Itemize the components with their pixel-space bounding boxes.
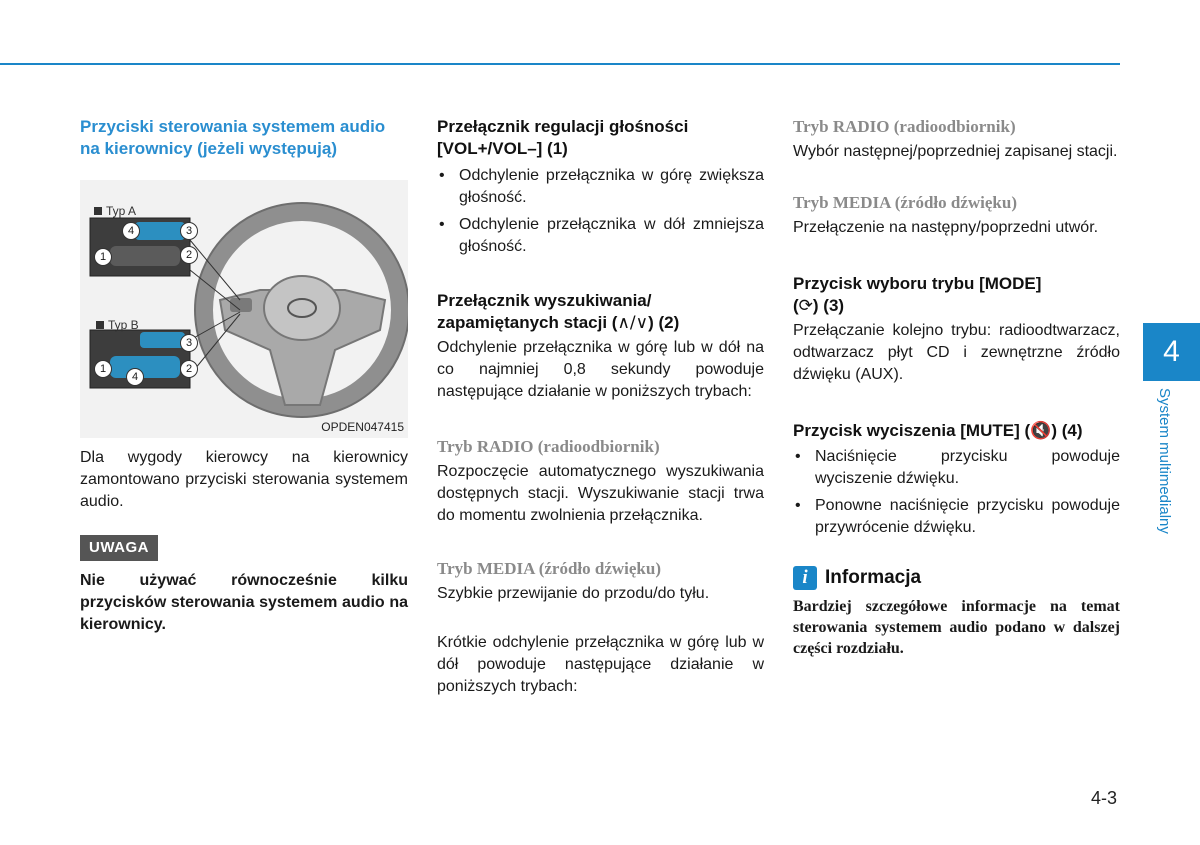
volume-bullets [437,165,764,258]
figure-code: OPDEN047415 [321,420,404,434]
seek-heading-1: Przełącznik wyszukiwania/ [437,291,652,310]
volume-bullet-1: • Odchylenie przełącznika w górę zwiększa głośność. [439,167,764,206]
callout-4-a: 4 [122,222,140,240]
callout-2-b: 2 [180,360,198,378]
steering-wheel-illustration [80,180,408,438]
radio-mode-section [437,436,764,527]
volume-heading-2: [VOL+/VOL–] (1) [437,139,568,158]
volume-heading-1: Przełącznik regulacji głośności [437,117,689,136]
mute-bullets [793,446,1120,539]
callout-3-b: 3 [180,334,198,352]
uwaga-text-block [80,570,408,636]
info-title-text: Informacja [825,567,922,588]
info-icon: i [793,566,817,590]
chapter-tab: 4 [1143,323,1200,381]
mute-bullet-2: • Ponowne naciśnięcie przycisku powoduje przywrócenie dźwięku. [795,497,1120,536]
mode-paragraph: Przełączanie kolejno trybu: radioodtwarzacz, odtwarzacz płyt CD i zewnętrzne źródło dźwięku (AUX). [793,322,1120,383]
info-block [793,566,1120,659]
seek-heading-2: zapamiętanych stacji (∧/∨) (2) [437,313,680,333]
mode-heading-1: Przycisk wyboru trybu [MODE] [793,274,1042,293]
media-short-section [793,192,1120,239]
wheel-hub [264,276,340,340]
media-short-paragraph: Przełączenie na następny/poprzedni utwór. [793,219,1099,236]
short-press-section [437,632,764,698]
mute-bullet-1: • Naciśnięcie przycisku powoduje wyciszenie dźwięku. [795,448,1120,487]
info-title [793,566,1120,590]
mode-cycle-icon: ⟳ [798,296,813,316]
callout-2-a: 2 [180,246,198,264]
radio-mode-paragraph: Rozpoczęcie automatycznego wyszukiwania dostępnych stacji. Wyszukiwanie stacji trwa do momentu zwolnienia przełącznika. [437,463,764,524]
uwaga-label: UWAGA [80,535,158,561]
page-number: 4-3 [1090,788,1117,808]
seek-paragraph: Odchylenie przełącznika w górę lub w dół na co najmniej 0,8 sekundy powoduje następujące działanie w poniższych trybach: [437,339,764,400]
media-mode-paragraph: Szybkie przewijanie do przodu/do tyłu. [437,585,710,602]
media-mode-section [437,558,764,605]
seek-section [437,290,764,403]
radio-short-section [793,116,1120,163]
chapter-title-vertical [1151,388,1175,568]
section-heading [80,116,408,160]
callout-3-a: 3 [180,222,198,240]
info-paragraph: Bardziej szczegółowe informacje na temat sterowania systemem audio podano w dalszej części rozdziału. [793,598,1120,657]
section-heading-text: Przyciski sterowania systemem audio na kierownicy (jeżeli występują) [80,117,386,158]
inset-a-switch [110,246,180,266]
typ-b-label: Typ B [96,318,139,332]
volume-section [437,116,764,263]
top-rule [0,63,1120,65]
steering-wheel-figure [80,180,408,438]
mute-speaker-icon: 🔇 [1030,421,1052,441]
mute-heading: Przycisk wyciszenia [MUTE] (🔇) (4) [793,421,1083,441]
mode-section [793,273,1120,386]
inset-b-highlight [140,332,185,348]
uwaga-text: Nie używać równocześnie kilku przycisków sterowania systemem audio na kierownicy. [80,572,408,633]
media-mode-heading: Tryb MEDIA (źródło dźwięku) [437,559,661,578]
mode-heading-2: (⟳) (3) [793,296,845,316]
callout-1-a: 1 [94,248,112,266]
up-down-chevron-icon: ∧/∨ [617,313,649,333]
inset-b-switch [110,356,180,378]
radio-short-heading: Tryb RADIO (radioodbiornik) [793,117,1016,136]
uwaga-block [80,535,408,561]
intro-paragraph-block [80,447,408,513]
mute-section [793,420,1120,544]
callout-1-b: 1 [94,360,112,378]
typ-a-label: Typ A [94,204,136,218]
radio-short-paragraph: Wybór następnej/poprzedniej zapisanej stacji. [793,143,1118,160]
radio-mode-heading: Tryb RADIO (radioodbiornik) [437,437,660,456]
inset-a-highlight [135,222,185,240]
media-short-heading: Tryb MEDIA (źródło dźwięku) [793,193,1017,212]
volume-bullet-2: • Odchylenie przełącznika w dół zmniejsza głośność. [439,216,764,255]
callout-4-b: 4 [126,368,144,386]
short-press-paragraph: Krótkie odchylenie przełącznika w górę lub w dół powoduje następujące działanie w poniższych trybach: [437,634,764,695]
chapter-title-text: System multimedialny [1156,388,1173,534]
intro-paragraph: Dla wygody kierowcy na kierownicy zamontowano przyciski sterowania systemem audio. [80,449,408,510]
